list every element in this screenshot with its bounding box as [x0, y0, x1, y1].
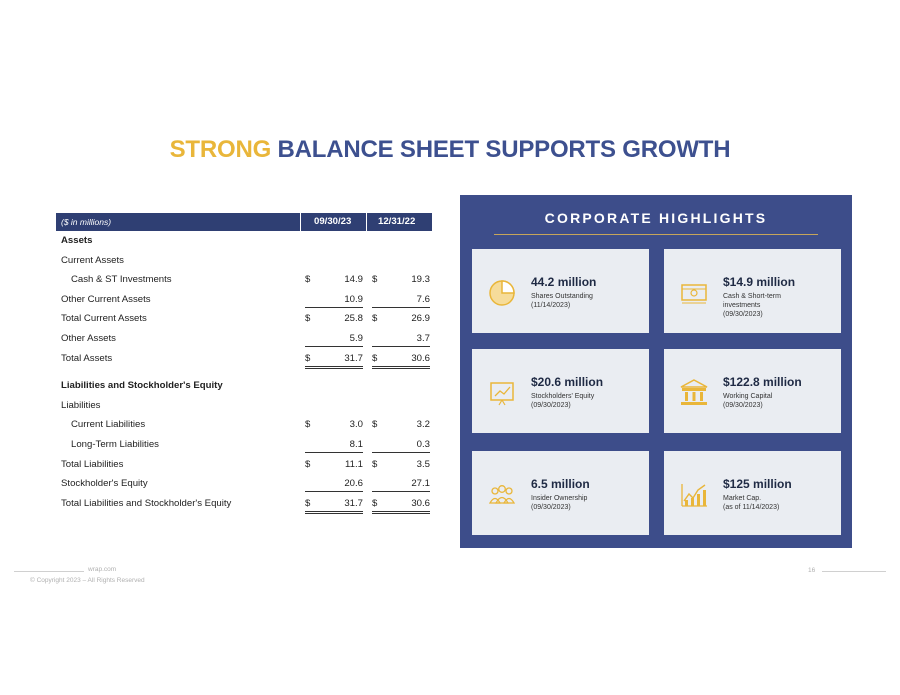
card-description: Stockholders' Equity (09/30/2023) — [531, 393, 595, 409]
value-2022: 30.6 — [411, 352, 430, 364]
footer-website: wrap.com — [88, 566, 117, 573]
row-label: Total Current Assets — [61, 313, 147, 325]
value-2023-cell — [305, 419, 363, 431]
value-2022: 19.3 — [411, 274, 430, 286]
row-label: Current Liabilities — [71, 419, 146, 431]
value-2022-cell — [372, 419, 430, 431]
value-2022: 3.2 — [416, 419, 430, 431]
currency-symbol: $ — [372, 352, 378, 364]
table-row — [56, 270, 432, 290]
row-label: Total Liabilities — [61, 458, 124, 470]
column-header-2022: 12/31/22 — [378, 216, 416, 227]
table-row — [56, 329, 432, 349]
table-row — [56, 231, 432, 251]
currency-symbol: $ — [305, 458, 311, 470]
value-2023: 5.9 — [349, 332, 363, 344]
title-highlight: STRONG — [169, 136, 272, 163]
highlight-card-working-capital — [664, 349, 841, 433]
row-label: Other Current Assets — [61, 293, 151, 305]
value-2023: 8.1 — [349, 438, 363, 450]
value-2022-cell — [372, 333, 430, 347]
value-2023: 31.7 — [344, 497, 363, 509]
column-header-2023: 09/30/23 — [314, 216, 352, 227]
value-2022: 3.5 — [416, 458, 430, 470]
footer-divider — [822, 571, 886, 572]
value-2022: 3.7 — [416, 332, 430, 344]
row-label: Liabilities and Stockholder's Equity — [61, 380, 223, 392]
table-row — [56, 290, 432, 310]
pie-chart-icon — [486, 277, 518, 307]
panel-title: CORPORATE HIGHLIGHTS — [544, 210, 768, 226]
people-icon — [486, 479, 518, 509]
footer-copyright: © Copyright 2023 – All Rights Reserved — [30, 577, 145, 584]
currency-symbol: $ — [305, 419, 311, 431]
currency-symbol: $ — [372, 497, 378, 509]
header-divider — [366, 213, 367, 231]
table-spacer — [56, 368, 432, 376]
value-2023: 25.8 — [344, 313, 363, 325]
page-number: 16 — [808, 567, 816, 574]
value-2023: 20.6 — [344, 478, 363, 490]
value-2023: 11.1 — [345, 458, 363, 470]
value-2023-cell — [305, 498, 363, 514]
corporate-highlights-panel — [460, 195, 852, 548]
row-label: Current Assets — [61, 254, 124, 266]
currency-symbol: $ — [305, 313, 311, 325]
card-value: $125 million — [723, 477, 792, 491]
row-label: Cash & ST Investments — [71, 274, 172, 286]
value-2023: 10.9 — [344, 293, 363, 305]
row-label: Other Assets — [61, 332, 116, 344]
row-label: Total Assets — [61, 352, 113, 364]
table-row — [56, 251, 432, 271]
header-divider — [300, 213, 301, 231]
units-label: ($ in millions) — [61, 217, 112, 227]
table-row — [56, 309, 432, 329]
highlight-card-cash — [664, 249, 841, 333]
highlight-card-equity — [472, 349, 649, 433]
row-label: Stockholder's Equity — [61, 478, 148, 490]
currency-symbol: $ — [305, 352, 311, 364]
balance-sheet-table — [56, 213, 432, 513]
bank-icon — [678, 377, 710, 407]
card-value: $122.8 million — [723, 375, 802, 389]
table-body — [56, 231, 432, 513]
card-description: Working Capital (09/30/2023) — [723, 393, 773, 409]
value-2022: 27.1 — [411, 478, 430, 490]
currency-symbol: $ — [372, 274, 378, 286]
table-row — [56, 396, 432, 416]
table-row — [56, 435, 432, 455]
value-2022-cell — [372, 353, 430, 369]
row-label: Long-Term Liabilities — [71, 438, 159, 450]
highlight-card-insider — [472, 451, 649, 535]
value-2022-cell — [372, 459, 430, 471]
value-2022: 7.6 — [416, 293, 430, 305]
page-title — [0, 136, 900, 164]
highlight-card-market-cap — [664, 451, 841, 535]
card-value: 44.2 million — [531, 275, 597, 289]
value-2023-cell — [305, 478, 363, 492]
currency-symbol: $ — [305, 274, 311, 286]
table-row — [56, 494, 432, 514]
value-2023: 31.7 — [344, 352, 363, 364]
row-label: Total Liabilities and Stockholder's Equity — [61, 497, 232, 509]
table-row — [56, 415, 432, 435]
value-2023-cell — [305, 353, 363, 369]
currency-symbol: $ — [372, 419, 378, 431]
value-2022: 0.3 — [416, 438, 430, 450]
value-2022-cell — [372, 478, 430, 492]
card-description: Cash & Short-term investments (09/30/2023) — [723, 293, 781, 318]
value-2023: 3.0 — [349, 419, 363, 431]
value-2023-cell — [305, 294, 363, 308]
card-value: $14.9 million — [723, 275, 796, 289]
table-row — [56, 474, 432, 494]
card-description: Market Cap. (as of 11/14/2023) — [723, 495, 780, 511]
title-rest: BALANCE SHEET SUPPORTS GROWTH — [277, 136, 731, 163]
value-2023-cell — [305, 274, 363, 286]
value-2023-cell — [305, 459, 363, 471]
value-2022: 26.9 — [411, 313, 430, 325]
row-label: Liabilities — [61, 399, 101, 411]
card-description: Insider Ownership (09/30/2023) — [531, 495, 588, 511]
currency-symbol: $ — [372, 458, 378, 470]
table-row — [56, 349, 432, 369]
currency-symbol: $ — [372, 313, 378, 325]
card-value: $20.6 million — [531, 375, 604, 389]
table-row — [56, 376, 432, 396]
table-row — [56, 455, 432, 475]
row-label: Assets — [61, 235, 93, 246]
value-2022: 30.6 — [411, 497, 430, 509]
table-header — [56, 213, 432, 231]
value-2023: 14.9 — [344, 274, 363, 286]
value-2022-cell — [372, 439, 430, 453]
card-value: 6.5 million — [531, 477, 590, 491]
currency-symbol: $ — [305, 497, 311, 509]
value-2022-cell — [372, 294, 430, 308]
cash-icon — [678, 277, 710, 307]
value-2023-cell — [305, 439, 363, 453]
value-2022-cell — [372, 313, 430, 325]
panel-divider — [494, 234, 818, 235]
value-2023-cell — [305, 313, 363, 325]
value-2022-cell — [372, 498, 430, 514]
value-2022-cell — [372, 274, 430, 286]
presentation-chart-icon — [486, 377, 518, 407]
value-2023-cell — [305, 333, 363, 347]
card-description: Shares Outstanding (11/14/2023) — [531, 293, 593, 309]
footer-divider — [14, 571, 84, 572]
highlight-card-shares — [472, 249, 649, 333]
growth-chart-icon — [678, 479, 710, 509]
